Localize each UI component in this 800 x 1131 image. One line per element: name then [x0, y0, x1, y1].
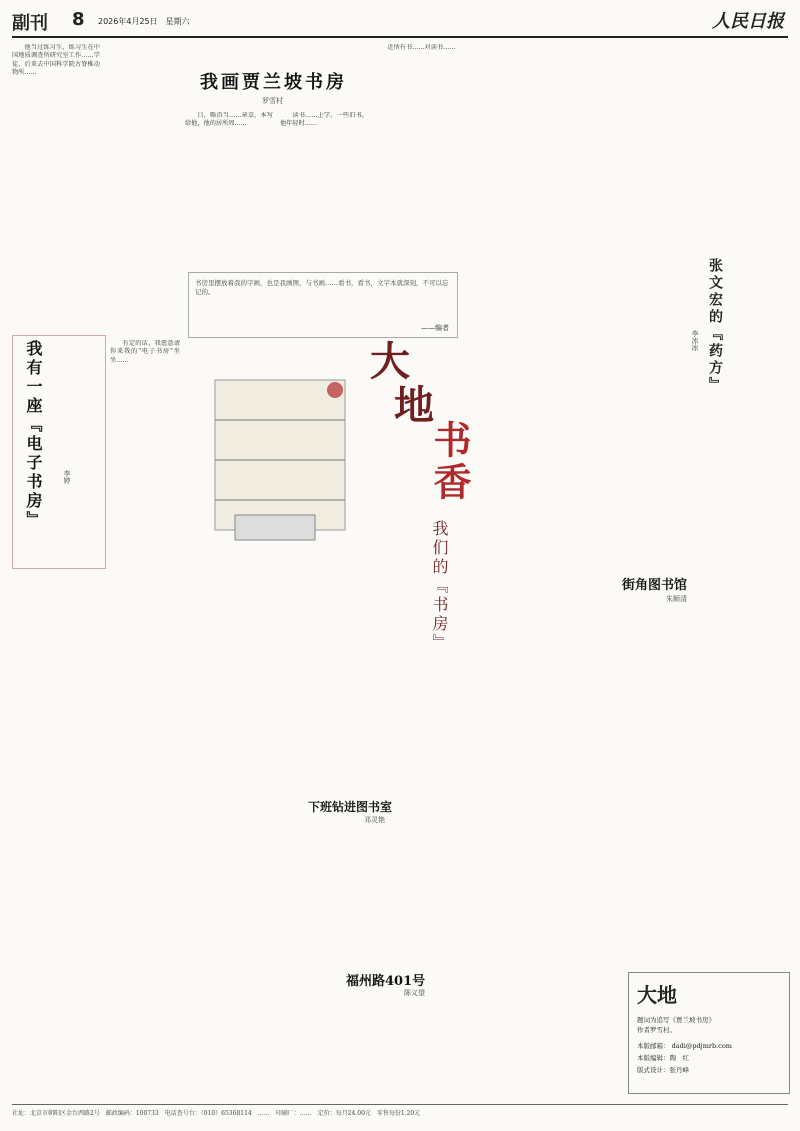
byline-yaofang: 李冰冰 — [691, 330, 699, 351]
byline-jiejiao: 朱顺清 — [666, 595, 687, 603]
dadi-vertical-title — [370, 340, 434, 428]
subtitle-women-de-shufang: 我们的『书房』 — [430, 520, 449, 653]
footer-logo — [637, 979, 677, 1008]
masthead-rule — [12, 36, 788, 38]
caption-box — [188, 272, 458, 338]
dadi-char: 大 — [370, 338, 410, 385]
article-title-jiejiao: 街角图书馆 — [622, 578, 688, 593]
footer-line1: 题词为追写《贾兰坡书房》 — [637, 1016, 715, 1024]
dadi-char: 地 — [394, 382, 434, 429]
section-name: 副刊 — [12, 13, 48, 34]
page-number: 8 — [72, 9, 85, 30]
footer-email-address[interactable]: dadi@pdjmrb.com — [671, 1042, 732, 1050]
footer-designer: 版式设计：张丹峰 — [637, 1066, 689, 1074]
byline-shufang: 李婷 — [63, 470, 71, 484]
footer-email-label: 本版邮箱： — [637, 1042, 670, 1050]
footer-editor: 本版编辑：陶 红 — [637, 1054, 689, 1062]
bottom-rule — [12, 1104, 788, 1105]
newspaper-logo: 人民日报 — [712, 11, 784, 32]
footer-line2: 作者罗雪村。 — [637, 1026, 676, 1034]
caption-text: 书房里摆放着我的字画，也是我画图，与书画……看书，看书，文字本就深刻，不可以忘记的。 — [195, 279, 449, 296]
issue-date: 2026年4月25日 星期六 — [98, 17, 190, 26]
footer-logo-char: 大 — [637, 983, 657, 1007]
footer-logo-char: 地 — [657, 983, 677, 1007]
column-2 — [185, 112, 273, 262]
footer-box — [628, 972, 790, 1094]
bookshelf-illustration — [195, 350, 375, 560]
column-3 — [280, 112, 368, 262]
column-text: 近所有书……对读书…… — [387, 44, 456, 51]
article-title-xiaban: 下班钻进图书室 — [308, 800, 393, 814]
column-text: 日，略沿当……章草，本写给他，他的居所周…… — [185, 112, 273, 128]
article-title-jialanpo: 我画贾兰坡书房 — [200, 72, 347, 93]
article-title-shufang: 我有一座『电子书房』 — [24, 340, 43, 530]
article-title-yaofang: 张文宏的『药方』 — [707, 258, 723, 394]
byline-fuzhou: 陈义望 — [404, 989, 425, 997]
column-text: 他当过练习生，练习生在中国地质调查所研究室工作……学徒，后来去中国科学院古脊椎动物所…… — [12, 44, 100, 77]
column-1 — [12, 44, 100, 330]
subtitle-shuxiang: 书香 — [427, 420, 472, 504]
caption-credit: ——编者 — [421, 324, 449, 332]
bottom-bar: 社址：北京市朝阳区金台西路2号 邮政编码：100733 电话查号台：（010）65368114 …… 印刷厂：…… 定价：每月24.00元 零售每份1.20元 — [12, 1110, 421, 1117]
shufang-body — [110, 340, 180, 560]
byline-jialanpo: 罗雪村 — [262, 97, 283, 105]
footer-email — [637, 1041, 732, 1050]
column-text: 读书……上学，一些旧书。他年轻时…… — [280, 112, 368, 128]
byline-xiaban: 邓灵艳 — [364, 816, 385, 824]
column-text: 有定的话，我愿意请你来我的“电子书房”坐坐…… — [110, 340, 180, 364]
article-title-fuzhou: 福州路401号 — [346, 974, 426, 989]
masthead — [12, 7, 788, 33]
